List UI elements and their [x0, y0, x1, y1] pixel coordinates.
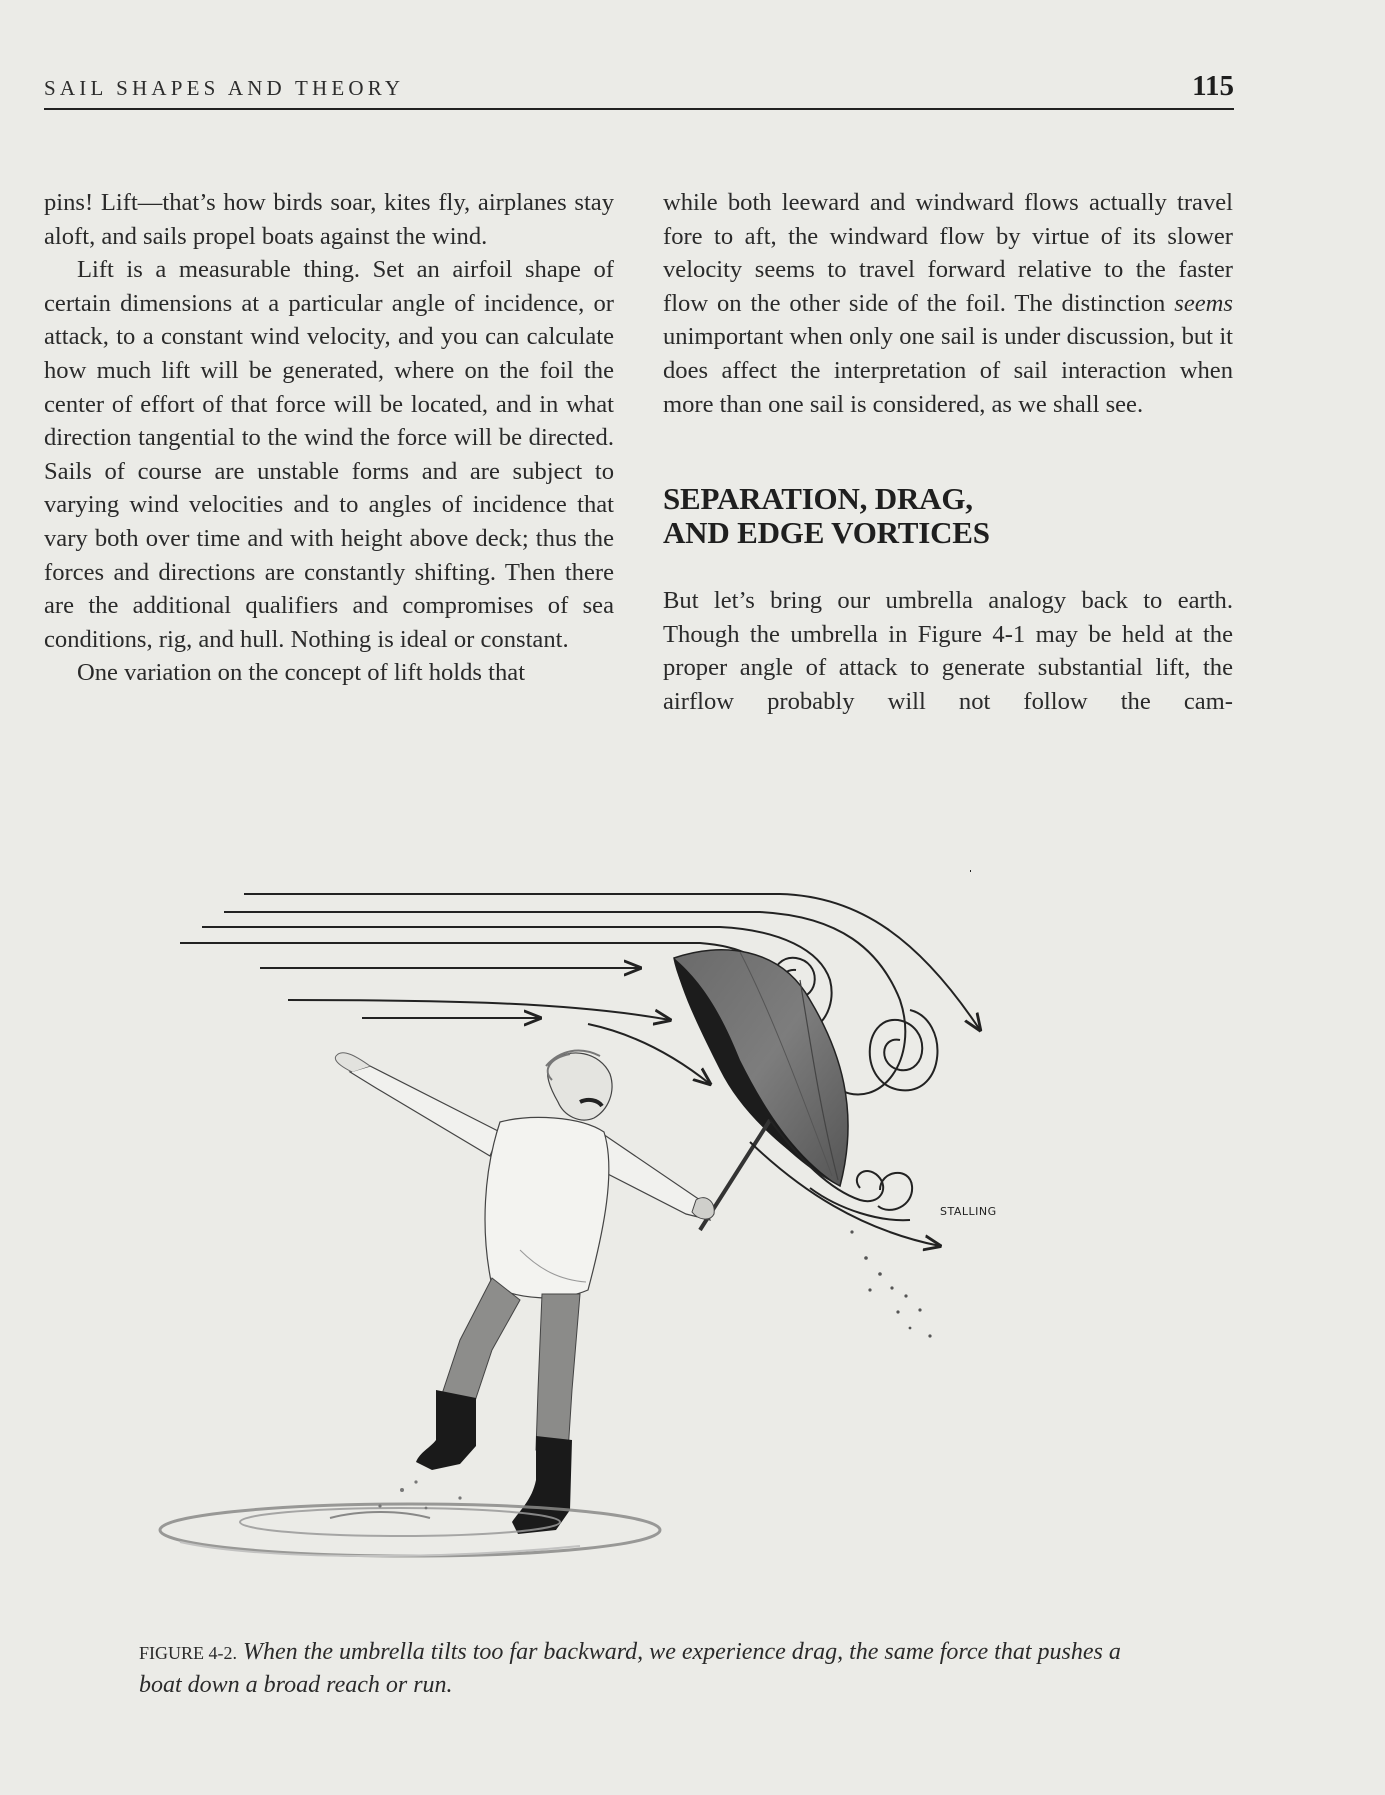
text-run: unimportant when only one sail is under discussion, but it does affect the interpretation of sail interaction when more than one sail is considered, as we shall see.	[663, 323, 1233, 418]
section-heading-line: SEPARATION, DRAG,	[663, 481, 973, 517]
figure-illustration	[80, 870, 1080, 1590]
puddle	[160, 1504, 660, 1556]
umbrella-drag-illustration	[80, 870, 1080, 1590]
figure-caption-text: When the umbrella tilts too far backward, we experience drag, the same force that pushes a boat down a broad reach or run.	[139, 1639, 1121, 1698]
left-column	[44, 186, 614, 690]
page-header	[44, 70, 1234, 110]
figure-caption	[139, 1636, 1139, 1701]
running-head: SAIL SHAPES AND THEORY	[44, 76, 405, 100]
right-column	[663, 186, 1233, 719]
emphasis: seems	[1174, 289, 1233, 317]
airflow-arrows	[260, 968, 710, 1084]
umbrella	[674, 950, 848, 1230]
paragraph: One variation on the concept of lift holds that	[77, 659, 526, 687]
paragraph: Lift is a measurable thing. Set an airfoil shape of certain dimensions at a particular angle of incidence, or attack, to a constant wind velocity, and you can calculate how much lift will be generated, where on the foil the center of effort of that force will be located, and in what direction tangential to the wind the force will be directed. Sails of course are unstable forms and are subject to varying wind velocities and to angles of incidence that vary both over time and with height above deck; thus the forces and directions are constantly shifting. Then there are the additional qualifiers and compromises of sea conditions, rig, and hull. Nothing is ideal or constant.	[44, 256, 614, 653]
section-heading-line: AND EDGE VORTICES	[663, 515, 990, 551]
section-heading	[663, 482, 1233, 550]
paragraph	[663, 186, 1233, 421]
figure-label: FIGURE 4-2.	[139, 1643, 237, 1663]
rain-drops	[850, 1230, 931, 1337]
paragraph: pins! Lift—that’s how birds soar, kites fly, airplanes stay aloft, and sails propel boats against the wind.	[44, 189, 614, 250]
page-number: 115	[1192, 70, 1234, 102]
header-rule	[44, 108, 1234, 110]
man-figure	[335, 1051, 714, 1534]
stalling-label: STALLING	[940, 1205, 997, 1218]
paragraph: But let’s bring our umbrella analogy back to earth. Though the umbrella in Figure 4-1 may be held at the proper angle of attack to generate substantial lift, the airflow probably will not follow the cam-	[663, 587, 1233, 715]
text-run: while both leeward and windward flows actually travel fore to aft, the windward flow by virtue of its slower velocity seems to travel forward relative to the faster flow on the other side of the foil. The distinction	[663, 189, 1233, 317]
